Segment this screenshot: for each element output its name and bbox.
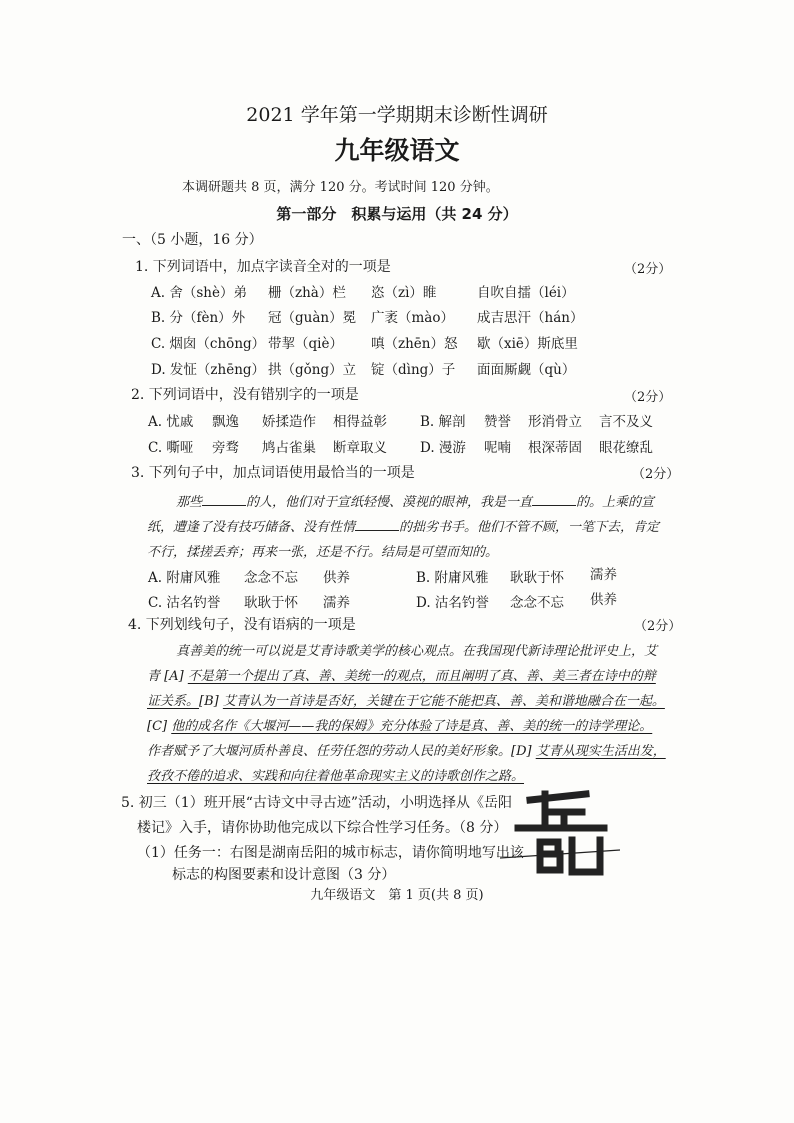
q1-b1: B. 分（fèn）外 bbox=[151, 310, 246, 326]
sentence-c: 他的成名作《大堰河——我的保姆》充分体验了诗是真、善、美的统一的诗学理论。 bbox=[171, 719, 653, 734]
q3-stem: 3. 下列句子中，加点词语使用最恰当的一项是 bbox=[131, 465, 415, 481]
blank-1 bbox=[202, 493, 246, 506]
q4-passage-line1: 真善美的统一可以说是艾青诗歌美学的核心观点。在我国现代新诗理论批评史上，艾 bbox=[176, 644, 658, 659]
q5-line2: 楼记》入手，请你协助他完成以下综合性学习任务。（8 分） bbox=[137, 820, 508, 836]
q2-b-word4: 言不及义 bbox=[599, 414, 653, 430]
q1-c1: C. 烟囱（chōng） bbox=[151, 336, 266, 352]
q4-passage-line3: 证关系。[B] 艾青认为一首诗是否好，关键在于它能不能把真、善、美和谐地融合在一起。 bbox=[147, 694, 665, 709]
q1-c3: 嗔（zhēn）怒 bbox=[371, 336, 458, 352]
q1-d1: D. 发怔（zhēng） bbox=[151, 362, 266, 378]
yueyang-city-logo bbox=[500, 780, 620, 890]
q1-c4: 歇（xiē）斯底里 bbox=[477, 336, 578, 352]
q5-line1: 5. 初三（1）班开展“古诗文中寻古迹”活动，小明选择从《岳阳 bbox=[121, 795, 513, 811]
part-heading: 第一部分 积累与运用（共 24 分） bbox=[276, 205, 518, 223]
q1-score: （2分） bbox=[624, 262, 672, 277]
q2-score: （2分） bbox=[624, 390, 672, 405]
q1-b3: 广袤（mào） bbox=[371, 310, 454, 326]
q3-d2: 念念不忘 bbox=[510, 595, 564, 611]
q1-a3: 恣（zì）睢 bbox=[371, 285, 437, 301]
q3-passage-line1: 那些 的人，他们对于宣纸轻慢、漠视的眼神，我是一直 的。上乘的宣 bbox=[176, 495, 655, 510]
q4-passage-line5: 作者赋予了大堰河质朴善良、任劳任怨的劳动人民的美好形象。[D] 艾青从现实生活出发， bbox=[147, 744, 666, 759]
q2-b-word2: 赞誉 bbox=[484, 414, 511, 430]
q5-task1-line1: （1）任务一：右图是湖南岳阳的城市标志，请你简明地写出该 bbox=[137, 845, 524, 861]
q3-a3: 供养 bbox=[323, 570, 350, 586]
sentence-a: 不是第一个提出了真、善、美统一的观点，而且阐明了真、善、美三者在诗中的辩 bbox=[187, 669, 656, 684]
q2-c-word3: 鸠占雀巢 bbox=[262, 440, 316, 456]
q4-score: （2分） bbox=[634, 619, 682, 634]
q4-passage-line4: [C] 他的成名作《大堰河——我的保姆》充分体验了诗是真、善、美的统一的诗学理论。 bbox=[147, 719, 653, 734]
q3-passage-line3: 不行，揉搓丢弃；再来一张，还是不行。结局是可望而知的。 bbox=[147, 545, 499, 560]
q3-b3: 濡养 bbox=[590, 567, 617, 583]
sentence-b: 艾青认为一首诗是否好，关键在于它能不能把真、善、美和谐地融合在一起。 bbox=[222, 694, 665, 709]
q2-c-word1: C. 嘶哑 bbox=[148, 440, 194, 456]
q2-b-word1: B. 解剖 bbox=[420, 414, 466, 430]
q1-d4: 面面厮觑（qù） bbox=[477, 362, 576, 378]
q3-d1: D. 沽名钓誉 bbox=[416, 595, 489, 611]
q2-a-word4: 相得益彰 bbox=[333, 414, 387, 430]
q4-passage-line6 bbox=[147, 765, 524, 784]
q1-stem: 1. 下列词语中，加点字读音全对的一项是 bbox=[135, 259, 391, 275]
q3-b1: B. 附庸风雅 bbox=[416, 570, 489, 586]
sentence-d: 艾青从现实生活出发， bbox=[535, 744, 666, 759]
q1-a1: A. 舍（shè）弟 bbox=[151, 285, 247, 301]
q3-a1: A. 附庸风雅 bbox=[148, 570, 221, 586]
q1-b2: 冠（guàn）冕 bbox=[268, 310, 357, 326]
blank-3 bbox=[355, 518, 399, 531]
q2-d-word4: 眼花缭乱 bbox=[599, 440, 653, 456]
q3-c1: C. 沽名钓誉 bbox=[148, 595, 221, 611]
q5-task1-line2: 标志的构图要素和设计意图（3 分） bbox=[172, 867, 396, 883]
q1-d3: 锭（dìng）子 bbox=[371, 362, 456, 378]
q2-d-word1: D. 漫游 bbox=[420, 440, 466, 456]
exam-title: 2021 学年第一学期期末诊断性调研 bbox=[246, 104, 548, 126]
q3-d3: 供养 bbox=[590, 592, 617, 608]
q1-c2: 带挈（qiè） bbox=[268, 336, 343, 352]
q2-d-word3: 根深蒂固 bbox=[528, 440, 582, 456]
q2-stem: 2. 下列词语中，没有错别字的一项是 bbox=[131, 387, 359, 403]
q2-b-word3: 形消骨立 bbox=[528, 414, 582, 430]
q2-a-word3: 娇揉造作 bbox=[262, 414, 316, 430]
page-footer: 九年级语文 第 1 页(共 8 页) bbox=[310, 888, 484, 903]
q3-score: （2分） bbox=[632, 467, 680, 482]
q2-c-word4: 断章取义 bbox=[333, 440, 387, 456]
exam-notice: 本调研题共 8 页，满分 120 分。考试时间 120 分钟。 bbox=[182, 180, 499, 195]
sentence-a-cont: 证关系。 bbox=[147, 694, 200, 709]
q1-d2: 拱（gǒng）立 bbox=[268, 362, 357, 378]
q2-d-word2: 呢喃 bbox=[484, 440, 511, 456]
q1-a2: 栅（zhà）栏 bbox=[268, 285, 346, 301]
subject-title: 九年级语文 bbox=[334, 136, 460, 165]
q3-passage-line2: 纸，遭逢了没有技巧储备、没有性情 的拙劣书手。他们不管不顾，一笔下去，肯定 bbox=[147, 520, 660, 535]
sentence-d-cont: 孜孜不倦的追求、实践和向往着他革命现实主义的诗歌创作之路。 bbox=[147, 769, 525, 784]
q3-c3: 濡养 bbox=[323, 595, 350, 611]
q3-b2: 耿耿于怀 bbox=[510, 570, 564, 586]
q3-a2: 念念不忘 bbox=[244, 570, 298, 586]
q4-passage-line2: 青 [A] 不是第一个提出了真、善、美统一的观点，而且阐明了真、善、美三者在诗中的辩 bbox=[147, 669, 656, 684]
q2-a-word1: A. 忧戚 bbox=[148, 414, 194, 430]
q1-b4: 成吉思汗（hán） bbox=[477, 310, 584, 326]
q2-c-word2: 旁骛 bbox=[212, 440, 239, 456]
q1-a4: 自吹自擂（léi） bbox=[477, 285, 575, 301]
blank-2 bbox=[532, 493, 576, 506]
section-heading: 一、（5 小题，16 分） bbox=[122, 232, 263, 248]
q4-stem: 4. 下列划线句子，没有语病的一项是 bbox=[128, 617, 356, 633]
q3-c2: 耿耿于怀 bbox=[244, 595, 298, 611]
q2-a-word2: 飘逸 bbox=[212, 414, 239, 430]
